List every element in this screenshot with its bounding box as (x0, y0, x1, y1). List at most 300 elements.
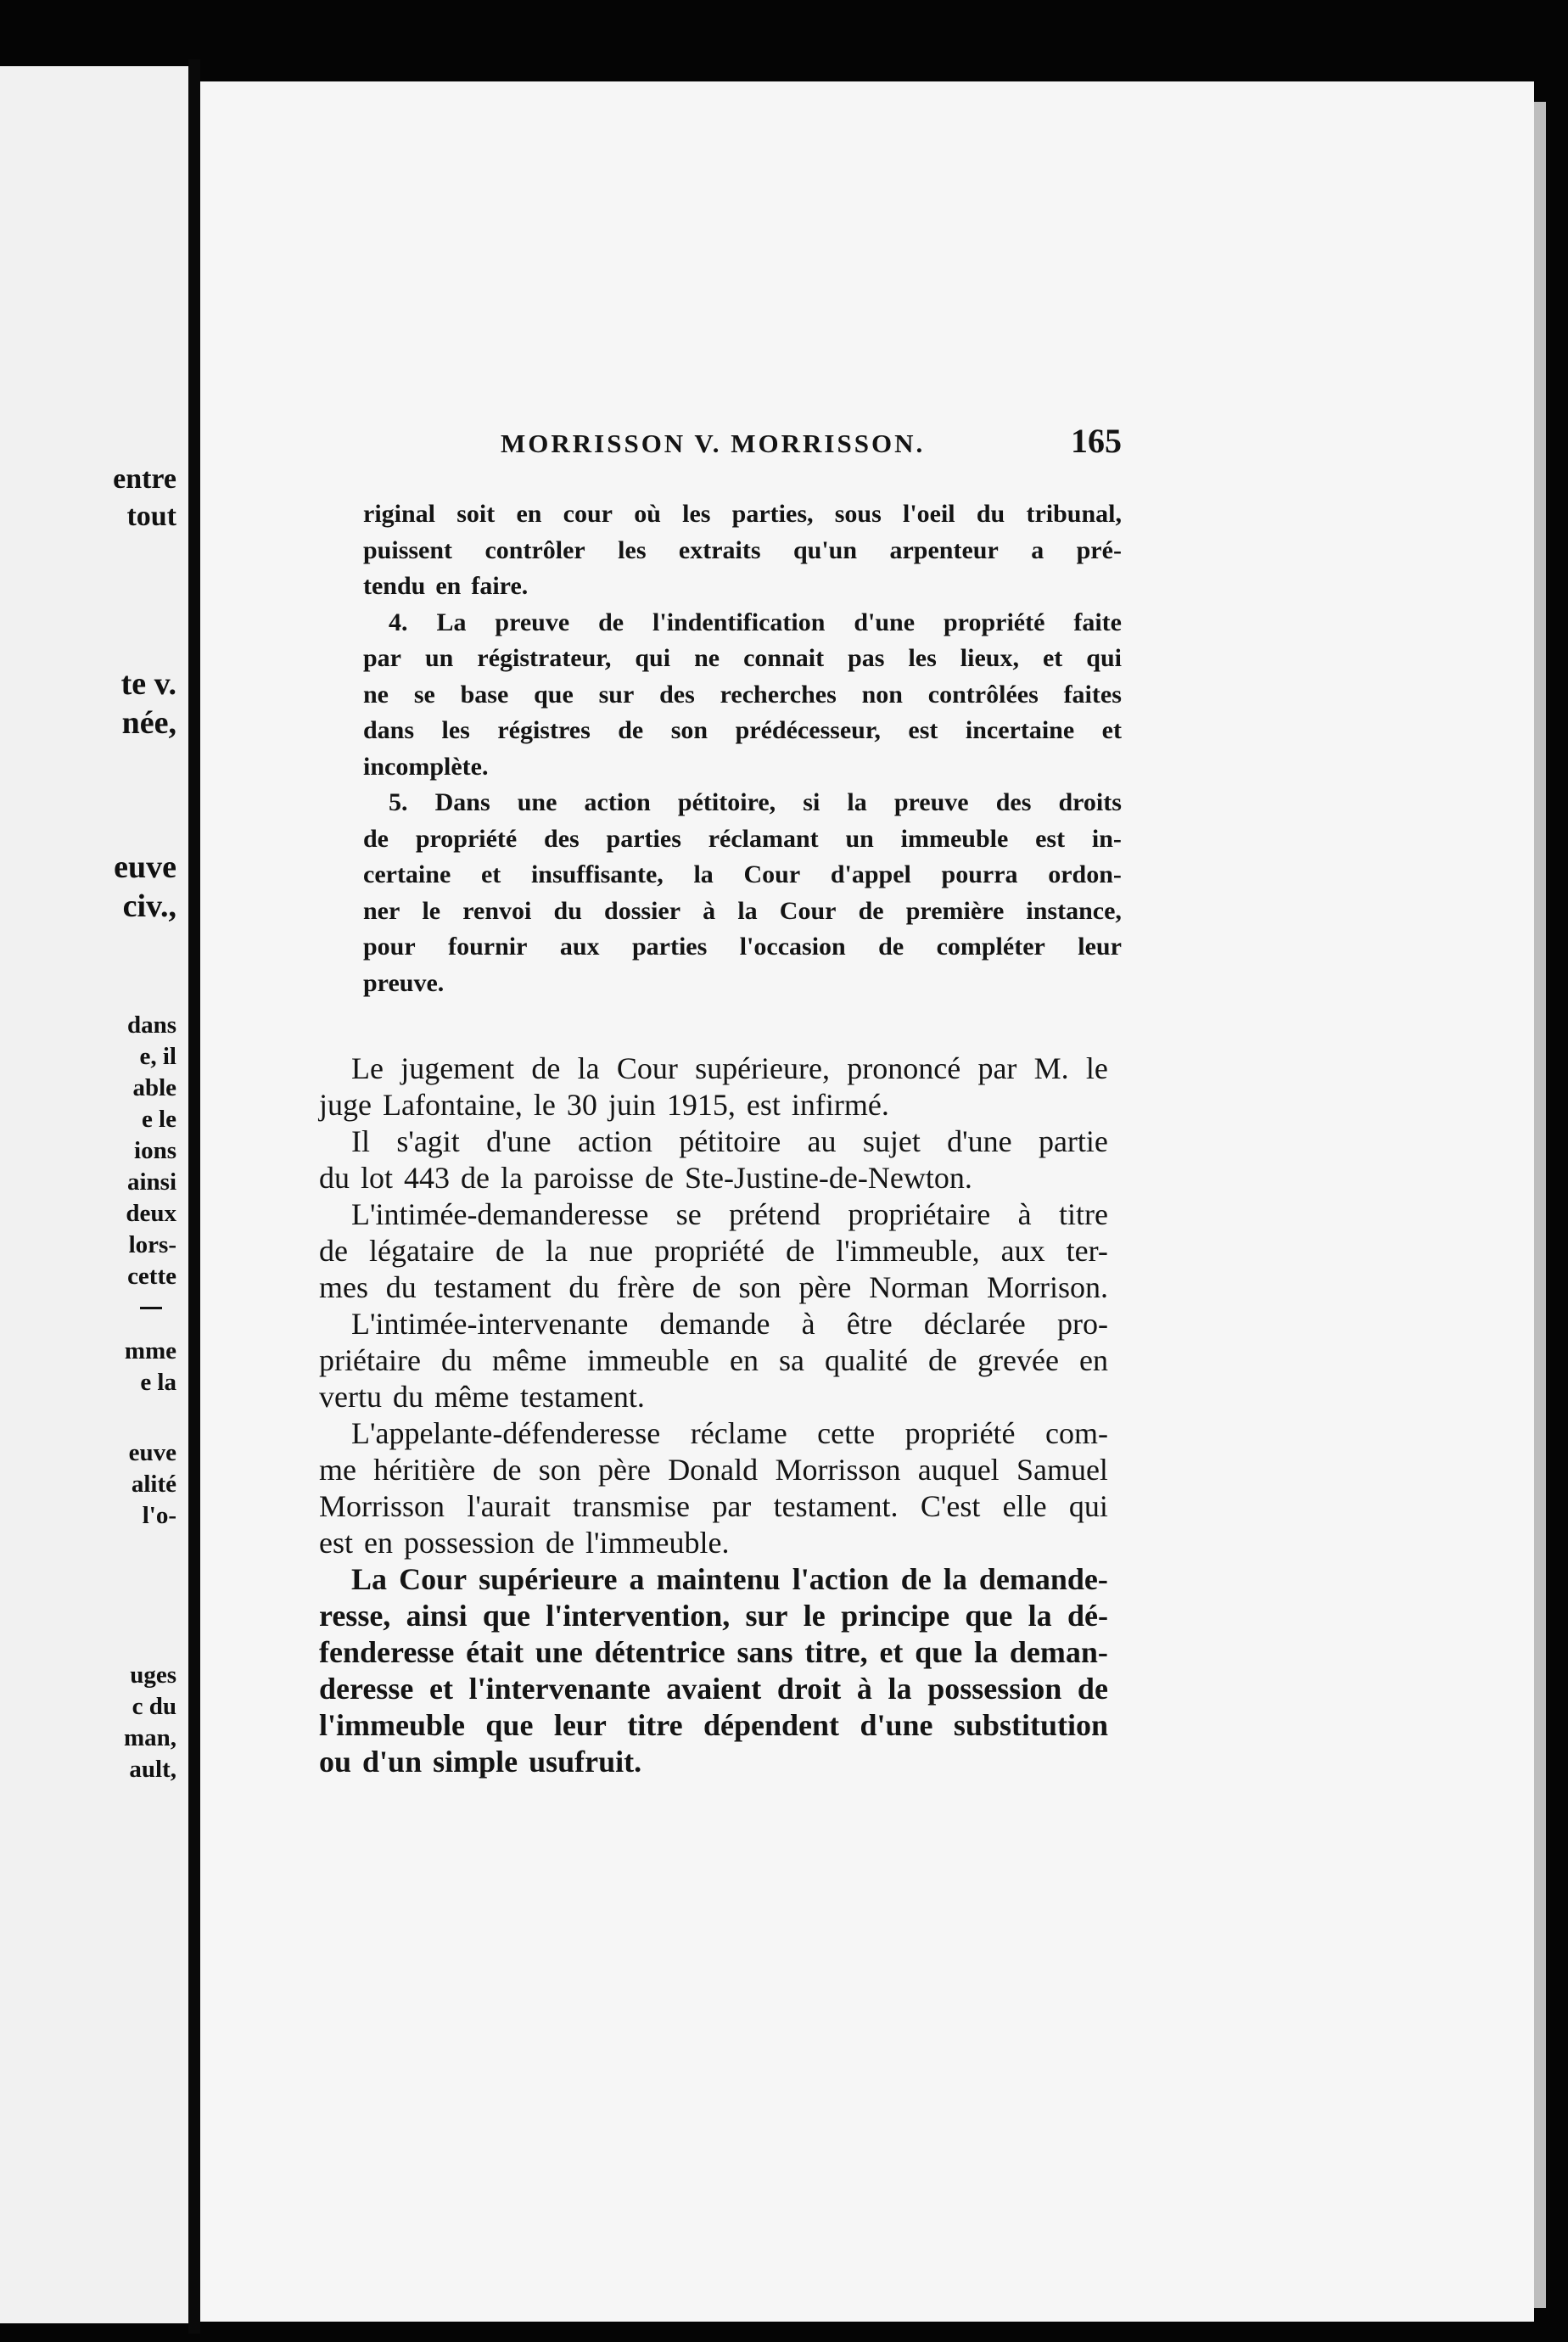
prev-page-fragment: cette (127, 1263, 176, 1290)
word: les (682, 500, 711, 528)
word: un (845, 824, 874, 853)
word: est (746, 1088, 781, 1122)
word: père (798, 1270, 852, 1304)
headnote-line (363, 821, 1122, 858)
prev-page-fragment: man, (123, 1724, 176, 1751)
word: pétitoire (679, 1124, 781, 1158)
word: le (803, 1599, 826, 1633)
word: fournir (448, 933, 528, 961)
prev-page-fragment: able (132, 1074, 176, 1101)
word: contrôlées (927, 680, 1039, 709)
prev-page-fragment: deux (126, 1200, 176, 1227)
word: sur (745, 1599, 788, 1633)
prev-page-fragment: civ., (122, 888, 176, 924)
word: du (553, 896, 582, 925)
page-right-edge (1534, 102, 1546, 2308)
word: de (878, 933, 904, 961)
word: paroisse (533, 1161, 634, 1195)
word: propriétaire (848, 1197, 991, 1231)
word: com- (1045, 1416, 1108, 1450)
word: titre (627, 1708, 683, 1742)
word: ou (319, 1745, 352, 1779)
word: des (544, 824, 580, 853)
word: de (496, 1234, 524, 1268)
word: le (422, 896, 441, 925)
word: a (629, 1562, 645, 1596)
prev-page-fragment: e le (141, 1106, 176, 1133)
word: vertu (319, 1380, 382, 1414)
word: propriété (654, 1234, 765, 1268)
headnote-line (363, 966, 1122, 1002)
word: des (995, 788, 1032, 816)
word: mes (319, 1270, 368, 1304)
word: testament (434, 1270, 552, 1304)
headnote-line (363, 533, 1122, 569)
word: et (480, 860, 501, 888)
word: d'une (854, 608, 916, 636)
word: de (546, 1526, 574, 1560)
word: action (584, 788, 651, 816)
headnote-line (363, 496, 1122, 533)
word: aux (1000, 1234, 1045, 1268)
word: si (803, 788, 820, 816)
body-line (319, 1123, 1108, 1160)
word: pré- (1076, 535, 1122, 564)
body-line (319, 1269, 1108, 1306)
word: en (364, 1526, 393, 1560)
body-line (319, 1744, 1108, 1780)
word: principe (841, 1599, 950, 1633)
word: renvoi (462, 896, 532, 925)
word: contrôler (484, 535, 585, 564)
word: d'un (362, 1745, 423, 1779)
word: L'appelante-défenderesse (351, 1416, 661, 1450)
word: Donald (668, 1453, 759, 1487)
word: qualité (825, 1343, 908, 1377)
word: ne (694, 644, 720, 672)
word: l'intervenante (468, 1672, 651, 1706)
word: sous (834, 500, 882, 528)
prev-page-fragment: ions (134, 1137, 176, 1164)
word: de (598, 608, 624, 636)
word: la (888, 1672, 912, 1706)
word: Cour (399, 1562, 468, 1596)
word: ne (363, 680, 389, 709)
word: de (1077, 1672, 1108, 1706)
word: recherches (720, 680, 837, 709)
word: 30 (566, 1088, 597, 1122)
word: partie (1038, 1124, 1108, 1158)
word: Le (351, 1051, 384, 1085)
prev-page-fragment: tout (126, 501, 176, 532)
word: Cour (743, 860, 801, 888)
word: a (1031, 535, 1044, 564)
word: une (535, 1635, 583, 1669)
word: immeuble (900, 824, 1009, 853)
word: in- (1091, 824, 1122, 853)
word: titre (1058, 1197, 1108, 1231)
body-line (319, 1160, 1108, 1196)
word: du (319, 1161, 350, 1195)
prev-page-fragment: l'o- (142, 1502, 176, 1529)
word: pro- (1056, 1307, 1108, 1341)
word: sans (736, 1635, 793, 1669)
word: riginal (363, 500, 436, 528)
word: transmise (573, 1489, 691, 1523)
word: dé- (1067, 1599, 1108, 1633)
word: l'immeuble (319, 1708, 465, 1742)
word: l'immeuble, (836, 1234, 980, 1268)
word: Dans (434, 788, 490, 816)
word: de (461, 1161, 490, 1195)
word: de (531, 1051, 561, 1085)
word: que (534, 680, 574, 709)
word: de (618, 716, 644, 744)
word: du (385, 1270, 417, 1304)
word: preuve. (363, 968, 445, 997)
word: C'est (920, 1489, 981, 1523)
word: parties, (731, 500, 814, 528)
word: du (976, 500, 1005, 528)
word: que (485, 1708, 534, 1742)
word: tribunal, (1026, 500, 1122, 528)
word: juge (319, 1088, 372, 1122)
headnote-line (363, 749, 1122, 786)
word: L'intimée-intervenante (351, 1307, 629, 1341)
body-line (319, 1415, 1108, 1452)
word: pourra (941, 860, 1018, 888)
word: l'aurait (467, 1489, 551, 1523)
word: immeuble (586, 1343, 709, 1377)
word: se (675, 1197, 702, 1231)
word: La (436, 608, 467, 636)
headnote-line (363, 713, 1122, 749)
page-number: 165 (1071, 422, 1122, 460)
word: légataire (369, 1234, 474, 1268)
word: jugement (400, 1051, 515, 1085)
word: supérieure, (695, 1051, 831, 1085)
word: arpenteur (889, 535, 999, 564)
word: elle (1002, 1489, 1047, 1523)
word: de (786, 1234, 815, 1268)
word: 4. (389, 608, 408, 636)
word: pétitoire, (677, 788, 776, 816)
word: parties (606, 824, 681, 853)
word: la (1028, 1599, 1052, 1633)
prev-page-fragment: uges (130, 1661, 176, 1689)
word: son (538, 1453, 581, 1487)
word: Il (351, 1124, 370, 1158)
word: demande (659, 1307, 770, 1341)
word: prononcé (847, 1051, 961, 1085)
body-line (319, 1634, 1108, 1671)
word: aux (559, 933, 600, 961)
word: ordon- (1048, 860, 1122, 888)
word: l'indentification (652, 608, 826, 636)
word: droits (1058, 788, 1122, 816)
word: 443 (404, 1161, 451, 1195)
word: Morrison. (986, 1270, 1108, 1304)
word: que (915, 1635, 963, 1669)
word: avaient (666, 1672, 762, 1706)
running-head: MORRISSON V. MORRISSON. (501, 429, 926, 458)
body-line (319, 1598, 1108, 1634)
body-line (319, 1525, 1108, 1561)
word: leur (553, 1708, 607, 1742)
word: par (363, 644, 401, 672)
word: L'intimée-demanderesse (351, 1197, 649, 1231)
word: de (858, 896, 884, 925)
word: le (1085, 1051, 1108, 1085)
word: les (441, 716, 470, 744)
word: l'intervention, (546, 1599, 731, 1633)
word: Samuel (1016, 1453, 1108, 1487)
headnote-line (363, 605, 1122, 642)
word: de (492, 1453, 522, 1487)
word: pour (363, 933, 416, 961)
word: ner (363, 896, 400, 925)
word: compléter (936, 933, 1045, 961)
word: lieux, (960, 644, 1019, 672)
word: ainsi (406, 1599, 468, 1633)
word: maintenu (656, 1562, 781, 1596)
word: puissent (363, 535, 453, 564)
word: en (1079, 1343, 1108, 1377)
word: et (428, 1672, 453, 1706)
word: Morrisson (319, 1489, 445, 1523)
body-line (319, 1452, 1108, 1488)
prev-page-fragment: ainsi (126, 1168, 176, 1196)
body-line (319, 1488, 1108, 1525)
word: est (908, 716, 938, 744)
word: juin (608, 1088, 656, 1122)
word: de (900, 1562, 932, 1596)
word: que (965, 1599, 1013, 1633)
word: première (905, 896, 1005, 925)
word: les (908, 644, 937, 672)
word: propriété (415, 824, 518, 853)
word: Norman (869, 1270, 970, 1304)
word: nue (589, 1234, 634, 1268)
word: qui (1086, 644, 1122, 672)
prev-page-fragment: e la (140, 1369, 176, 1396)
word: faites (1063, 680, 1122, 709)
prev-page-fragment: euve (128, 1439, 176, 1466)
word: l'oeil (902, 500, 955, 528)
word: resse, (319, 1599, 391, 1633)
word: des (659, 680, 695, 709)
word: une (517, 788, 557, 816)
word: un (425, 644, 454, 672)
body-line (319, 1196, 1108, 1233)
word: preuve (495, 608, 570, 636)
word: Lafontaine, (382, 1088, 523, 1122)
word: réclame (690, 1416, 787, 1450)
word: en (729, 1343, 759, 1377)
word: l'immeuble. (585, 1526, 730, 1560)
prev-page-fragment: e, il (139, 1043, 176, 1070)
word: infirmé. (791, 1088, 889, 1122)
word: incomplète. (363, 752, 489, 781)
word: ter- (1066, 1234, 1108, 1268)
word: leur (1078, 933, 1122, 961)
word: de (644, 1161, 674, 1195)
book-spine-gutter (188, 59, 200, 2334)
prev-page-fragment: c du (132, 1693, 176, 1720)
headnote-line (363, 641, 1122, 677)
word: que (482, 1599, 530, 1633)
word: dépendent (703, 1708, 840, 1742)
word: action (577, 1124, 652, 1158)
word: à (703, 896, 716, 925)
prev-page-fragment: mme (124, 1337, 176, 1364)
body-line (319, 1087, 1108, 1123)
word: qu'un (792, 535, 858, 564)
word: parties (631, 933, 708, 961)
word: de (928, 1343, 958, 1377)
word: testament. (519, 1380, 645, 1414)
word: et (879, 1635, 904, 1669)
word: instance, (1026, 896, 1122, 925)
prev-page-fragment: entre (113, 463, 176, 495)
word: à (856, 1672, 872, 1706)
word: au (807, 1124, 837, 1158)
word: possession (403, 1526, 535, 1560)
word: la (693, 860, 714, 888)
word: tendu (363, 572, 426, 600)
word: héritière (373, 1453, 476, 1487)
word: de (319, 1234, 348, 1268)
word: la (974, 1635, 999, 1669)
word: pas (848, 644, 885, 672)
word: dossier (604, 896, 681, 925)
word: sa (779, 1343, 804, 1377)
word: d'une (860, 1708, 933, 1742)
word: base (460, 680, 509, 709)
headnote-line (363, 929, 1122, 966)
word: même (434, 1380, 509, 1414)
word: était (466, 1635, 524, 1669)
word: dans (363, 716, 415, 744)
word: substitution (953, 1708, 1108, 1742)
word: lot (361, 1161, 394, 1195)
word: possession (927, 1672, 1062, 1706)
headnote-line (363, 894, 1122, 930)
word: l'action (792, 1562, 889, 1596)
word: cette (817, 1416, 876, 1450)
word: à (801, 1307, 815, 1341)
word: extraits (678, 535, 761, 564)
word: Cour (779, 896, 837, 925)
prev-page-fragment: euve (114, 849, 176, 885)
word: régistres (497, 716, 591, 744)
word: me (319, 1453, 356, 1487)
word: la (847, 788, 867, 816)
word: sur (598, 680, 635, 709)
word: La (351, 1562, 388, 1596)
word: où (634, 500, 661, 528)
body-line (319, 1342, 1108, 1379)
word: même (491, 1343, 567, 1377)
word: droit (776, 1672, 842, 1706)
word: propriété (944, 608, 1045, 636)
word: connait (743, 644, 825, 672)
word: l'occasion (739, 933, 846, 961)
prev-page-fragment: née, (121, 705, 176, 741)
word: par (977, 1051, 1017, 1085)
word: deman- (1009, 1635, 1108, 1669)
word: de (692, 1270, 721, 1304)
word: père (597, 1453, 651, 1487)
word: et (1042, 644, 1063, 672)
word: preuve (893, 788, 969, 816)
prev-page-fragment: te v. (120, 666, 176, 702)
headnote-line (363, 677, 1122, 714)
word: testament. (773, 1489, 899, 1523)
body-line (319, 1707, 1108, 1744)
prev-page-fragment: lors- (128, 1231, 176, 1258)
word: Cour (616, 1051, 678, 1085)
headnote-line (363, 569, 1122, 605)
word: la (546, 1234, 568, 1268)
word: frère (617, 1270, 675, 1304)
word: en (435, 572, 462, 600)
word: son (738, 1270, 781, 1304)
word: demande- (978, 1562, 1108, 1596)
word: le (533, 1088, 556, 1122)
word: détentrice (594, 1635, 725, 1669)
word: supérieure (479, 1562, 618, 1596)
body-line (319, 1561, 1108, 1598)
word: priétaire (319, 1343, 421, 1377)
word: de (363, 824, 389, 853)
word: d'appel (830, 860, 911, 888)
word: non (861, 680, 903, 709)
margin-dash (140, 1307, 162, 1309)
word: est (319, 1526, 353, 1560)
word: déclarée (923, 1307, 1026, 1341)
headnote-line (363, 857, 1122, 894)
word: usufruit. (529, 1745, 642, 1779)
body-line (319, 1233, 1108, 1269)
word: 1915, (666, 1088, 736, 1122)
word: est (1035, 824, 1066, 853)
word: simple (433, 1745, 518, 1779)
word: deresse (319, 1672, 414, 1706)
word: Morrisson (775, 1453, 901, 1487)
word: grevée (977, 1343, 1059, 1377)
body-line (319, 1671, 1108, 1707)
word: réclamant (708, 824, 819, 853)
judgment-body (319, 1051, 1108, 1780)
word: être (846, 1307, 893, 1341)
headnote-summary (363, 496, 1122, 1001)
word: son (670, 716, 708, 744)
word: du (392, 1380, 423, 1414)
prev-page-fragment: ault, (129, 1756, 176, 1783)
word: auquel (917, 1453, 1000, 1487)
word: insuffisante, (530, 860, 664, 888)
word: la (501, 1161, 523, 1195)
word: s'agit (396, 1124, 460, 1158)
word: faite (1073, 608, 1122, 636)
word: soit (456, 500, 496, 528)
word: faire. (471, 572, 529, 600)
prev-page-fragment: dans (126, 1011, 176, 1039)
word: prédécesseur, (735, 716, 881, 744)
word: fenderesse (319, 1635, 455, 1669)
word: cour (563, 500, 613, 528)
